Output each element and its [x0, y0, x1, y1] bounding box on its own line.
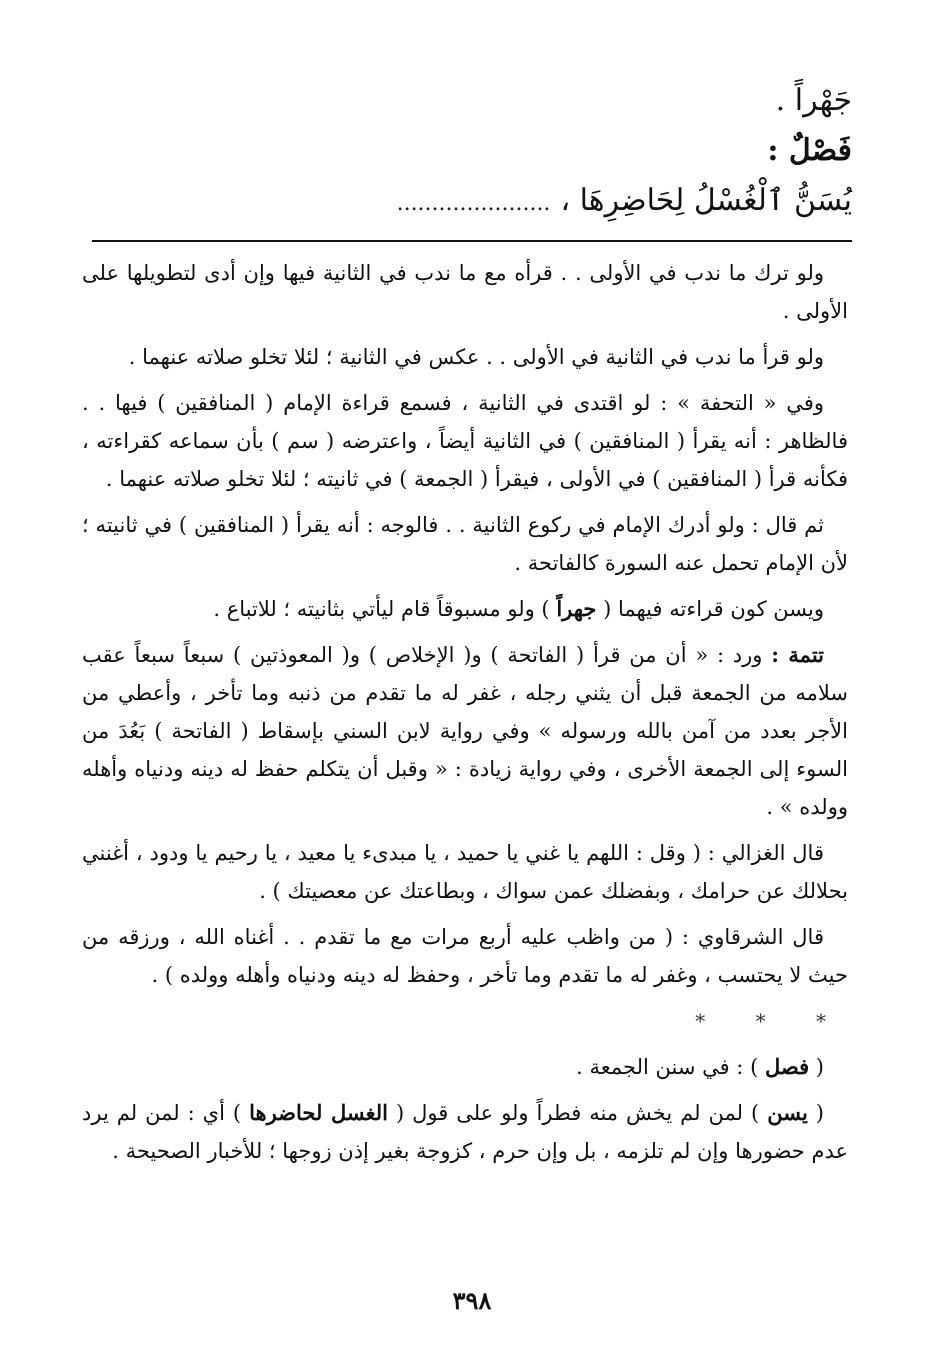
sharh-paragraph-9: [82, 1048, 848, 1086]
p10-text-b: ) لمن لم يخش منه فطراً ولو على قول (: [395, 1101, 760, 1125]
matn-line-1: جَهْراً .: [775, 83, 852, 118]
p10-keyword-1: يسن: [767, 1100, 808, 1125]
p9-text-a: (: [815, 1055, 824, 1079]
sharh-paragraph-6: [82, 636, 848, 826]
page-number: ٣٩٨: [452, 1286, 492, 1315]
p10-text-c: ) أي : لمن لم يرد عدم حضورها وإن لم تلزمه ، بل وإن حرم ، كزوجة بغير إذن زوجها ؛ للأخبار الصحيحة .: [82, 1101, 848, 1163]
p10-keyword-2: الغسل لحاضرها: [249, 1100, 388, 1125]
p5-keyword: جهراً: [556, 596, 597, 621]
matn-line-3-text: يُسَنُّ ٱلْغُسْلُ لِحَاضِرِهَا ،: [560, 183, 852, 218]
sharh-paragraph-2: ولو قرأ ما ندب في الثانية في الأولى . . عكس في الثانية ؛ لئلا تخلو صلاته عنهما .: [128, 345, 824, 369]
matn-fasl-heading: فَصْلٌ :: [767, 133, 852, 168]
p10-text-a: (: [815, 1101, 824, 1125]
sharh-paragraph-3: وفي « التحفة » : لو اقتدى في الثانية ، فسمع قراءة الإمام ( المنافقين ) فيها . . فالظاهر : أنه يقرأ ( المنافقين ) في الثانية أيضاً ، واعترضه ( سم ) بأن سماعه كقراءته ، فكأنه قرأ ( المنافقين ) في الأولى ، فيقرأ ( الجمعة ) في ثانيته ؛ لئلا تخلو صلاته عنهما .: [82, 391, 848, 491]
p6-text: ورد : « أن من قرأ ( الفاتحة ) و( الإخلاص ) و( المعوذتين ) سبعاً سبعاً عقب سلامه من الجمعة قبل أن يثني رجله ، غفر له ما تقدم من ذنبه وما تأخر ، وأعطي من الأجر بعدد من آمن بالله ورسوله » وفي رواية لابن السني بإسقاط ( الفاتحة ) بَعُدَ من السوء إلى الجمعة الأخرى ، وفي رواية زيادة : « وقبل أن يتكلم حفظ له دينه ودنياه وأهله وولده » .: [82, 643, 848, 819]
p5-text-a: ويسن كون قراءته فيهما (: [603, 597, 824, 621]
sharh-paragraph-8: قال الشرقاوي : ( من واظب عليه أربع مرات مع ما تقدم . . أغناه الله ، ورزقه من حيث لا يحتسب ، وغفر له ما تقدم وما تأخر ، وحفظ له دينه ودنياه وأهله وولده ) .: [82, 925, 848, 987]
matn-text-block: [92, 76, 852, 229]
p9-text-b: ) : في سنن الجمعة .: [576, 1055, 759, 1079]
p5-text-b: ) ولو مسبوقاً قام ليأتي بثانيته ؛ للاتباع .: [213, 597, 550, 621]
matn-leader-dots: ......................: [396, 191, 551, 216]
p6-keyword: تتمة :: [771, 642, 825, 667]
sharh-commentary-block: [82, 254, 848, 1178]
separator-rule: [92, 240, 852, 242]
matn-line-3: [92, 176, 852, 229]
p9-keyword: فصل: [764, 1054, 810, 1079]
sharh-paragraph-5: [82, 590, 848, 628]
sharh-paragraph-1: ولو ترك ما ندب في الأولى . . قرأه مع ما ندب في الثانية فيها وإن أدى لتطويلها على الأولى .: [82, 261, 848, 323]
section-stars-divider: * * *: [695, 1009, 848, 1033]
sharh-paragraph-10: [82, 1094, 848, 1170]
sharh-paragraph-4: ثم قال : ولو أدرك الإمام في ركوع الثانية . . فالوجه : أنه يقرأ ( المنافقين ) في ثانيته ؛ لأن الإمام تحمل عنه السورة كالفاتحة .: [82, 513, 848, 575]
sharh-paragraph-7: قال الغزالي : ( وقل : اللهم يا غني يا حميد ، يا مبدىء يا معيد ، يا رحيم يا ودود ، أغنني بحلالك عن حرامك ، وبفضلك عمن سواك ، وبطاعتك عن معصيتك ) .: [82, 841, 848, 903]
